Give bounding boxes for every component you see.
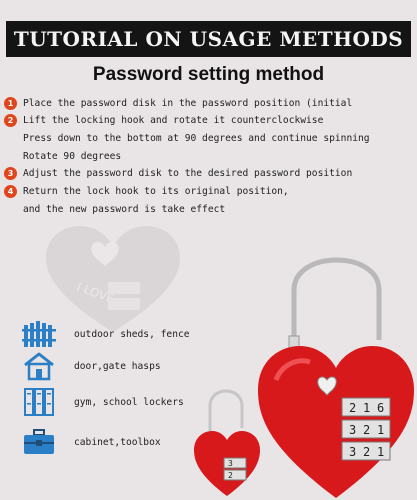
- heart-lock-large: [254, 240, 417, 500]
- step-4-continued: [4, 200, 225, 218]
- step-text: Lift the locking hook and rotate it counterclockwise: [23, 114, 324, 126]
- section-heading: Password setting method: [92, 64, 325, 85]
- toolbox-icon: [22, 427, 56, 457]
- step-text: Press down to the bottom at 90 degrees and continue spinning: [23, 132, 370, 144]
- heart-lock-small: [192, 384, 262, 498]
- dial-digit: 1: [377, 423, 385, 437]
- dial-digit: 1: [377, 445, 385, 459]
- step-number-badge: 2: [4, 114, 17, 127]
- dial-digit: 3: [228, 459, 233, 468]
- step-1: [4, 94, 352, 112]
- dial-digit: 2: [349, 401, 357, 415]
- dial-digit: 2: [363, 423, 371, 437]
- cable-shackle: [294, 260, 379, 360]
- house-icon: [22, 351, 56, 381]
- use-label: outdoor sheds, fence: [74, 328, 190, 340]
- step-text: Rotate 90 degrees: [23, 150, 122, 162]
- title-banner: [6, 21, 411, 57]
- step-4: [4, 182, 289, 200]
- step-number-badge: 1: [4, 97, 17, 110]
- watermark-text: I LOVE: [74, 279, 117, 307]
- step-2: [4, 111, 323, 129]
- lockers-icon: [22, 387, 56, 417]
- step-text: Return the lock hook to its original position,: [23, 185, 289, 197]
- step-text: and the new password is take effect: [23, 203, 226, 215]
- dial-digit: 2: [228, 471, 233, 480]
- step-number-badge: 4: [4, 185, 17, 198]
- fence-icon: [22, 319, 56, 349]
- use-toolbox: [22, 427, 161, 457]
- dial-column: [342, 398, 390, 460]
- use-label: gym, school lockers: [74, 396, 184, 408]
- use-label: door,gate hasps: [74, 360, 161, 372]
- step-3: [4, 164, 352, 182]
- banner-title: TUTORIAL ON USAGE METHODS: [13, 27, 404, 51]
- dial-digit: 2: [363, 445, 371, 459]
- step-number-badge: 3: [4, 167, 17, 180]
- use-lockers: [22, 387, 184, 417]
- cable-shackle: [210, 391, 242, 438]
- step-text: Adjust the password disk to the desired password position: [23, 167, 353, 179]
- use-door: [22, 351, 161, 381]
- use-fence: [22, 319, 190, 349]
- dial-digit: 3: [349, 445, 357, 459]
- use-label: cabinet,toolbox: [74, 436, 161, 448]
- step-2-continued: [4, 129, 370, 147]
- dial-digit: 1: [363, 401, 371, 415]
- step-text: Place the password disk in the password position (initial: [23, 97, 353, 109]
- step-2-continued: [4, 147, 121, 165]
- dial-digit: 6: [377, 401, 385, 415]
- dial-digit: 3: [349, 423, 357, 437]
